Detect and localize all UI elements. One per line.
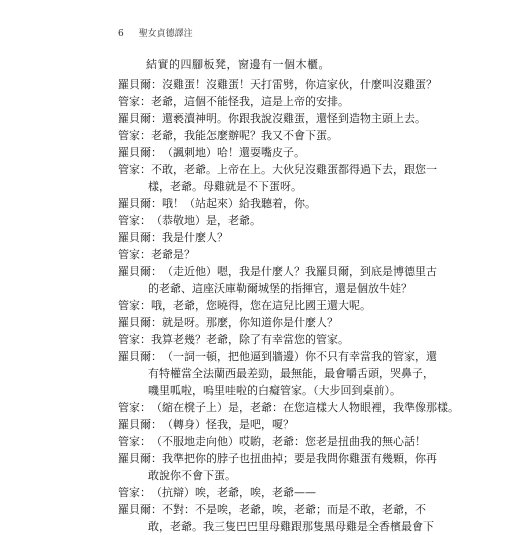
speech-text: 哦，老爺，您曉得，您在這兒比國王還大呢。: [151, 299, 371, 312]
speech-text: 嘰里呱啦，嗚里哇啦的白癡管家。（大步回到桌前）。: [148, 384, 401, 397]
dialogue-line: [118, 399, 459, 416]
speech-text: （縮在櫈子上）是，老爺：在您這樣大人物眼裡，我準像那樣。: [151, 401, 459, 414]
speech-text: 就是呀。那麼，你知道你是什麼人？: [162, 316, 338, 329]
dialogue-line: [118, 246, 398, 263]
dialogue-continuation-line: [118, 518, 434, 535]
speech-text: 還褻瀆神明。你跟我說沒雞蛋，還怪到造物主頭上去。: [162, 112, 426, 125]
speaker-name: 羅貝爾：: [118, 452, 162, 465]
speech-text: 敢說你不會下蛋。: [148, 469, 236, 482]
dialogue-continuation-line: [118, 382, 401, 399]
dialogue-line: [118, 110, 426, 127]
speech-text: 哦！（站起來）給我聽着，你。: [162, 197, 316, 210]
speaker-name: 管家：: [118, 214, 151, 227]
speech-text: 沒雞蛋！沒雞蛋！天打雷劈，你這家伙，什麼叫沒雞蛋？: [162, 78, 437, 91]
speech-text: （一詞一頓，把他逼到牆邊）你不只有幸當我的管家，還: [162, 350, 437, 363]
page-number: 6: [118, 29, 124, 39]
dialogue-line: [118, 501, 426, 518]
speech-text: 有特權當全法蘭西最差勁，最無能，最會嚼舌頭，哭鼻子，: [148, 367, 434, 380]
dialogue-line: [118, 212, 398, 229]
speaker-name: 羅貝爾：: [118, 316, 162, 329]
speech-text: 我準把你的脖子也扭曲掉；要是我問你雞蛋有幾顆，你再: [162, 452, 437, 465]
speaker-name: 管家：: [118, 401, 151, 414]
dialogue-line: [118, 484, 398, 501]
dialogue-line: [118, 416, 398, 433]
speaker-name: 管家：: [118, 299, 151, 312]
speech-text: 我算老幾？老爺，除了有幸當您的管家。: [151, 333, 349, 346]
speaker-name: 管家：: [118, 333, 151, 346]
dialogue-line: [118, 433, 426, 450]
speech-text: 敢，老爺。我三隻巴巴里母雞跟那隻黑母雞是全香檳最會下: [148, 520, 434, 533]
running-head: [118, 26, 193, 39]
speech-text: 樣，老爺。母雞就是不下蛋呀。: [148, 180, 302, 193]
dialogue-line: [118, 229, 398, 246]
speech-text: 的老爺、這座沃庫勒爾城堡的指揮官，還是個放牛娃？: [148, 282, 412, 295]
dialogue-line: [118, 93, 398, 110]
dialogue-line: [118, 127, 398, 144]
speech-text: 老爺，我能怎麼辦呢？我又不會下蛋。: [151, 129, 338, 142]
dialogue-line: [118, 348, 437, 365]
speaker-name: 羅貝爾：: [118, 350, 162, 363]
speaker-name: 羅貝爾：: [118, 112, 162, 125]
speaker-name: 管家：: [118, 248, 151, 261]
speaker-name: 羅貝爾：: [118, 503, 162, 516]
dialogue-line: [118, 314, 398, 331]
dialogue-line: [118, 144, 398, 161]
speech-text: 不對：不是唉，老爺，唉，老爺；而是不敢，老爺，不: [162, 503, 426, 516]
dialogue-line: [118, 263, 437, 280]
speech-text: 老爺，這個不能怪我，這是上帝的安排。: [151, 95, 349, 108]
book-title: 聖女貞德譯注: [138, 29, 193, 39]
speech-text: （轉身）怪我，是吧，嗄？: [162, 418, 294, 431]
dialogue-line: [118, 195, 398, 212]
speech-text: （恭敬地）是，老爺。: [151, 214, 261, 227]
dialogue-continuation-line: [118, 365, 434, 382]
dialogue-line: [118, 297, 398, 314]
stage-direction: 結實的四腳板凳，窗邊有一個木櫃。: [146, 58, 330, 71]
speech-text: （抗辯）唉，老爺，唉，老爺——: [151, 486, 316, 499]
speaker-name: 管家：: [118, 435, 151, 448]
speaker-name: 管家：: [118, 163, 151, 176]
dialogue-continuation-line: [118, 467, 398, 484]
dialogue-line: [118, 450, 437, 467]
dialogue-line: [118, 76, 437, 93]
speaker-name: 羅貝爾：: [118, 418, 162, 431]
speaker-name: 管家：: [118, 95, 151, 108]
speech-text: 我是什麼人？: [162, 231, 228, 244]
dialogue-body: [118, 76, 459, 535]
speaker-name: 羅貝爾：: [118, 231, 162, 244]
speaker-name: 羅貝爾：: [118, 265, 162, 278]
speech-text: 老爺是？: [151, 248, 195, 261]
speech-text: （諷刺地）哈！還耍嘴皮子。: [162, 146, 305, 159]
dialogue-line: [118, 331, 398, 348]
speaker-name: 羅貝爾：: [118, 78, 162, 91]
speaker-name: 羅貝爾：: [118, 146, 162, 159]
speech-text: （不服地走向他）哎喲，老爺：您老是扭曲我的無心話！: [151, 435, 426, 448]
dialogue-continuation-line: [118, 280, 412, 297]
speech-text: 不敢，老爺。上帝在上。大伙兒沒雞蛋都得過下去，跟您一: [151, 163, 437, 176]
dialogue-line: [118, 161, 437, 178]
speaker-name: 管家：: [118, 486, 151, 499]
speech-text: （走近他）嗯，我是什麼人？我羅貝爾，到底是博德里古: [162, 265, 437, 278]
speaker-name: 羅貝爾：: [118, 197, 162, 210]
dialogue-continuation-line: [118, 178, 398, 195]
speaker-name: 管家：: [118, 129, 151, 142]
